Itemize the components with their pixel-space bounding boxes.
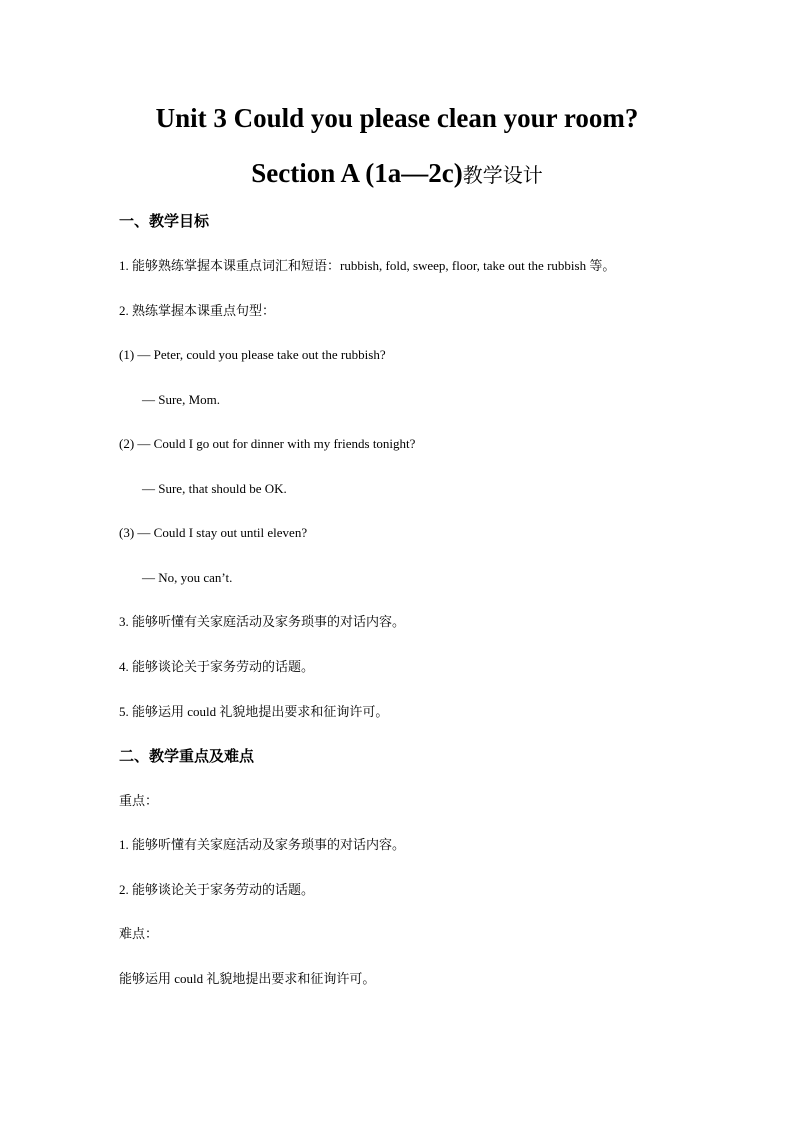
subtitle-chinese: 教学设计 bbox=[462, 163, 543, 187]
sentence-pattern-answer: — Sure, that should be OK. bbox=[142, 481, 287, 496]
document-title: Unit 3 Could you please clean your room? bbox=[155, 103, 639, 133]
difficult-point-item: 能够运用 could 礼貌地提出要求和征询许可。 bbox=[119, 971, 376, 986]
section-heading-objectives: 一、教学目标 bbox=[119, 212, 210, 230]
sentence-pattern-answer: — Sure, Mom. bbox=[142, 392, 220, 407]
objective-item: 5. 能够运用 could 礼貌地提出要求和征询许可。 bbox=[119, 704, 389, 719]
objective-item: 1. 能够熟练掌握本课重点词汇和短语：rubbish, fold, sweep, floor, take out the rubbish 等。 bbox=[119, 258, 616, 273]
key-point-item: 1. 能够听懂有关家庭活动及家务琐事的对话内容。 bbox=[119, 837, 406, 852]
objective-item: 4. 能够谈论关于家务劳动的话题。 bbox=[119, 659, 315, 674]
sentence-pattern-question: (1) — Peter, could you please take out the rubbish? bbox=[119, 347, 386, 362]
objective-item: 3. 能够听懂有关家庭活动及家务琐事的对话内容。 bbox=[119, 614, 406, 629]
sentence-pattern-answer: — No, you can’t. bbox=[142, 570, 233, 585]
key-points-label: 重点： bbox=[119, 793, 159, 808]
section-heading-key-points: 二、教学重点及难点 bbox=[119, 747, 255, 765]
subtitle-english: Section A (1a—2c) bbox=[251, 158, 463, 188]
sentence-pattern-question: (2) — Could I go out for dinner with my friends tonight? bbox=[119, 436, 416, 451]
difficult-points-label: 难点： bbox=[119, 926, 159, 941]
sentence-pattern-question: (3) — Could I stay out until eleven? bbox=[119, 525, 308, 540]
document-subtitle bbox=[0, 156, 794, 192]
key-point-item: 2. 能够谈论关于家务劳动的话题。 bbox=[119, 882, 315, 897]
objective-item: 2. 熟练掌握本课重点句型： bbox=[119, 303, 276, 318]
